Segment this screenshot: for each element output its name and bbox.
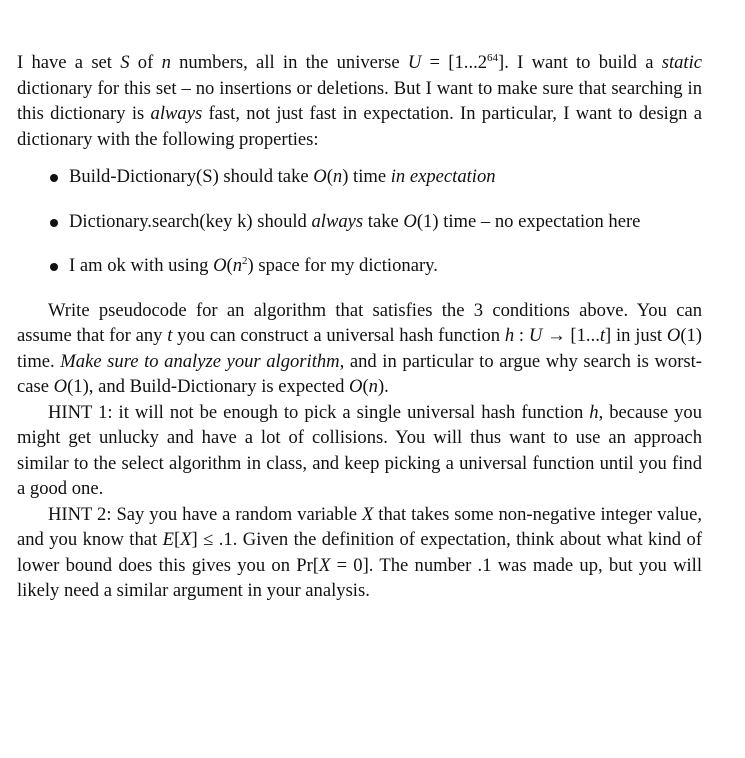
math-var: U (407, 52, 422, 73)
hint-2 (17, 502, 702, 604)
math-var: h (589, 401, 599, 423)
exponent: 2 (242, 255, 248, 267)
text: (1), and Build-Dictionary is expected (67, 376, 350, 397)
text: , because you might get unlucky and have a lot of collisions. You will thus want to use an approach similar to the select algorithm in class, and keep picking a universal function until you find a good one. (17, 401, 702, 499)
math-var: E (162, 529, 174, 550)
text: → [1... (542, 325, 600, 346)
text: (1) time. (17, 325, 702, 372)
text: numbers, all in the universe (170, 52, 408, 73)
math-var: X (318, 554, 331, 576)
text: I have a set (17, 52, 121, 73)
text: [ (173, 529, 181, 550)
math-var: O (403, 210, 417, 232)
text: ). (377, 376, 389, 397)
text: ] in just (605, 325, 667, 346)
text: ( (326, 166, 333, 187)
math-var: O (349, 376, 363, 397)
math-var: O (53, 376, 68, 397)
text: I am ok with using (69, 255, 214, 276)
text: ( (362, 376, 369, 397)
text: ) time (342, 166, 391, 187)
math-var: n (232, 255, 243, 276)
text: = 0]. The number .1 was made up, but you will likely need a similar argument in your analysis. (17, 554, 702, 601)
list-item (17, 253, 702, 279)
emphasis: always (150, 103, 203, 124)
text: : (514, 325, 529, 346)
math-var: t (599, 325, 606, 346)
bullet-icon (50, 219, 58, 227)
math-var: X (180, 529, 192, 550)
emphasis: static (661, 52, 703, 73)
text: dictionary for this set – no insertions or deletions. But I want to make sure that searching in this dictionary is (17, 77, 702, 124)
text: that takes some non-negative integer value, and you know that (17, 503, 703, 550)
text: take (363, 210, 404, 232)
requirements-list (17, 164, 702, 279)
math-var: O (666, 325, 681, 346)
text: fast, not just fast in expectation. In particular, I want to design a dictionary with the following properties: (17, 103, 702, 150)
emphasis: always (311, 210, 364, 232)
text: HINT 2: Say you have a random variable (48, 503, 362, 525)
math-var: S (120, 52, 130, 73)
text: ] ≤ .1. Given the definition of expectation, think about what kind of lower bound does this gives you on Pr[ (17, 529, 703, 576)
bullet-icon (50, 263, 58, 271)
task-paragraph (17, 298, 702, 400)
list-item (17, 164, 702, 190)
hint-1 (17, 400, 702, 502)
intro-paragraph (17, 50, 702, 152)
math-var: O (213, 255, 227, 276)
list-item (17, 209, 702, 235)
text: of (129, 52, 162, 73)
text: Dictionary.search(key k) should (69, 210, 312, 232)
math-var: O (313, 166, 327, 187)
text: ( (226, 255, 233, 276)
exponent: 64 (487, 52, 499, 64)
text: = [1...2 (421, 52, 488, 73)
emphasis: in expectation (390, 166, 496, 187)
text: and in particular to argue why search is worst-case (17, 350, 702, 397)
emphasis: Make sure to analyze your algorithm, (60, 350, 345, 372)
text: Build-Dictionary(S) should take (69, 166, 314, 187)
text: Write pseudocode for an algorithm that satisfies the 3 conditions above. You can assume that for any (17, 299, 702, 346)
text: (1) time – no expectation here (416, 210, 641, 232)
bullet-icon (50, 174, 58, 182)
math-var: n (161, 52, 171, 73)
math-var: U (528, 325, 543, 346)
problem-statement (17, 50, 702, 604)
text: ]. I want to build a (498, 52, 662, 73)
text: ) space for my dictionary. (247, 255, 438, 276)
text: HINT 1: it will not be enough to pick a single universal hash function (48, 401, 590, 423)
math-var: h (504, 325, 515, 346)
math-var: n (368, 376, 378, 397)
text: you can construct a universal hash function (172, 325, 505, 346)
math-var: X (361, 503, 374, 525)
math-var: n (332, 166, 343, 187)
math-var: t (167, 325, 173, 346)
